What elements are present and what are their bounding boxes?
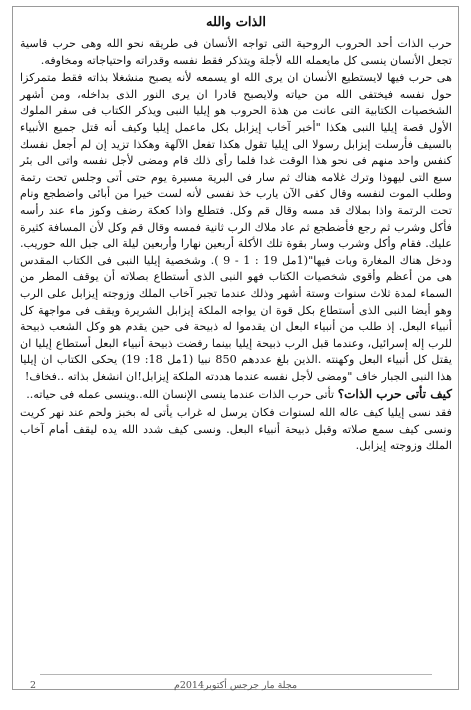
footer-text: مجلة مار جرجس أكتوبر2014م [173, 680, 298, 691]
section-paragraph-1 [20, 386, 452, 404]
article-title: الذات والله [206, 15, 266, 30]
section-heading: كيف تأتى حرب الذات؟ [337, 387, 452, 402]
paragraph-1: حرب الذات أحد الحروب الروحية التى تواجه الأنسان فى طريقه نحو الله وهى حرب قاسية تجعل الأنسان ينسى كل مايعمله الله لأجلة ويتذكر فقط نفسه وقدراته واحتياجاته ومخاوفه. [20, 37, 452, 67]
page-number: 2 [30, 680, 37, 691]
section-paragraph-1-text: تأتى حرب الذات عندما ينسى الإنسان الله..وينسى عمله فى حياته.. [26, 388, 338, 402]
paragraph-2: هى حرب فيها لايستطيع الأنسان ان يرى الله او يسمعه لأنه يصبح منشغلا بذاته فقط متمركزا حول نفسه فيختفى الله من حياته ولايصبح قادرا ان يرى النور الذى بداخله، ومن أشهر الشخصيات الكتابية التى عانت من هذة الحروب هو إيليا النبى ويذكر الكتاب فى سفر الملوك الأول قصة إيليا النبى هكذا "أخبر آخاب إيزابل بكل ماعمل إيليا وكيف أنه قتل جميع الأنبياء بالسيف فأرسلت إيزابل رسولا الى إيليا تقول هكذا تفعل الآلهة وهكذا تزيد إن لم أجعل نفسك كنفس واحد منهم فى نحو هذا الوقت غدا فلما رأى ذلك قام ومضى لأجل نفسه واتى الى بئر سبع التى ليهوذا وترك غلامه هناك ثم سار فى البرية مسيرة يوم حتى أتى وجلس تحت رتمة وطلب الموت لنفسه وقال كفى الآن يارب خذ نفسى لأنه لست خيرا من أبائى واضطجع ونام تحت الرتمة واذا بملاك قد مسه وقال قم وكل. فتطلع واذا كعكة رضف وكوز ماء عند رأسه فأكل وشرب ثم رجع فأضطجع ثم عاد ملاك الرب ثانية فمسه وقال قم وكل لأن المسافة كثيرة عليك. فقام وأكل وشرب وسار بقوة تلك الأكلة أربعين نهارا وأربعين ليلة الى جبل الله حوريب. ودخل هناك المغارة وبات فيها"(1مل 19 : 1 - 9 ). وشخصية إيليا النبى فى الكتاب المقدس هى من أعظم وأقوى شخصيات الكتاب فهو النبى الذى أستطاع بصلاته أن يوقف المطر من السماء لمدة ثلاث سنوات وستة أشهر وذلك عندما تجبر آخاب الملك وزوجته إيزابل على الرب وهو أيضا النبى الذى أستطاع بكل قوة ان يواجه الملكة إيزابل الشريرة ويقف فى مواجهة كل أنبياء البعل. إذ طلب من أنبياء البعل ان يقدموا له ذبيحة فى حين يقدم هو وكل الشعب ذبيحة للرب إله إسرائيل، وعندما قبل الرب ذبيحة إيليا بينما رفضت ذبيحة أنبياء البعل أستطاع إيليا ان يقتل كل أنبياء البعل وكهنته .الذين بلغ عددهم 850 نبيا (1مل 18: 19) يحكى الكتاب ان إيليا هذا النبى الجبار خاف "ومضى لأجل نفسه عندما هددته الملكة إيزابل!ان انشغل بذاته ..فخاف! [20, 71, 452, 383]
article-body [20, 14, 452, 455]
page-footer [0, 680, 471, 696]
section-paragraph-2: فقد نسى إيليا كيف عاله الله لسنوات فكان يرسل له غراب يأتى له بخبز ولحم عند نهر كريت ونسى كيف سمع صلاته وقبل ذبيحة أنبياء البعل. ونسى كيف شدد الله يده ليقف أمام آخاب الملك وزوجته إيزابل. [20, 406, 452, 453]
footer-divider [40, 674, 432, 675]
